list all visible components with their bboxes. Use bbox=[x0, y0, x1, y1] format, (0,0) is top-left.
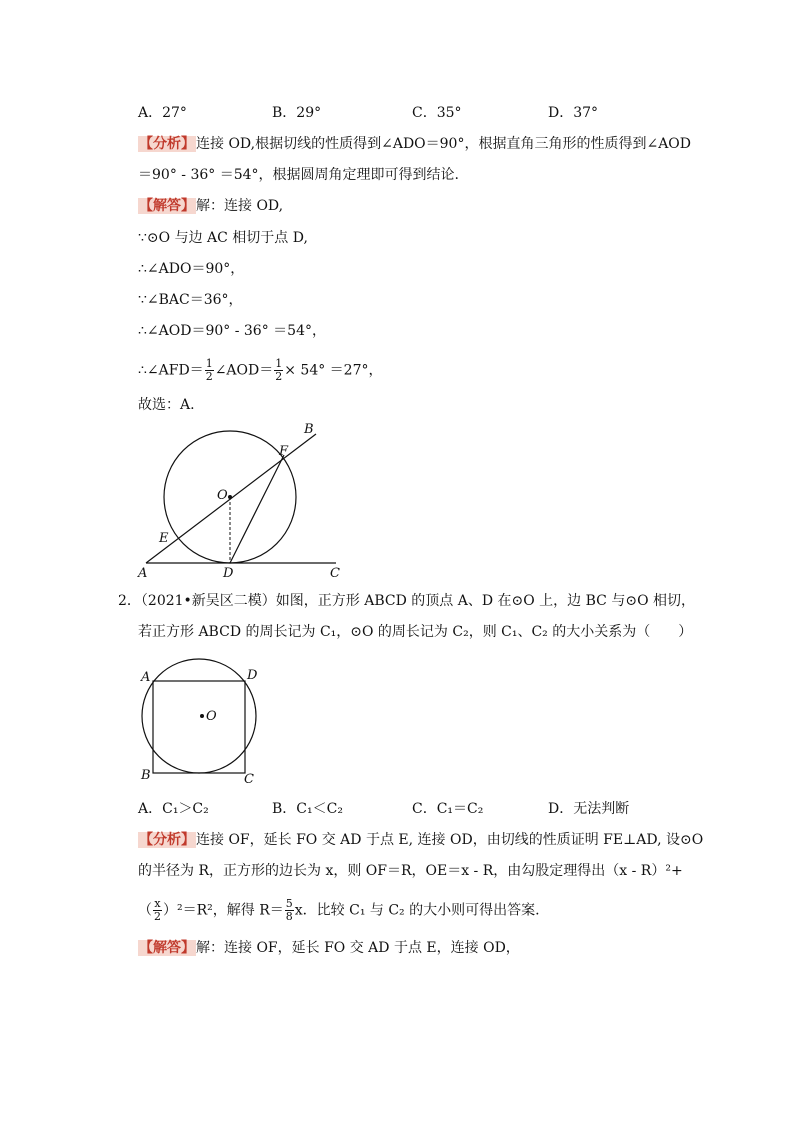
center-dot bbox=[200, 714, 204, 718]
label-a: A bbox=[141, 670, 151, 685]
frac-den: 2 bbox=[205, 370, 213, 383]
frac-den: 2 bbox=[275, 370, 283, 383]
analysis-tag: 【分析】 bbox=[139, 136, 195, 152]
label-c: C bbox=[330, 566, 340, 581]
line3-part-a: （ bbox=[138, 902, 152, 919]
q2-option-b: B．C₁＜C₂ bbox=[272, 801, 343, 817]
q1-option-c: C．35° bbox=[412, 105, 462, 121]
step5-part-a: ∴∠AFD＝ bbox=[138, 362, 204, 379]
fraction-5-over-8 bbox=[285, 898, 294, 923]
q1-analysis-line2: ＝90° - 36° ＝54°，根据圆周角定理即可得到结论. bbox=[138, 167, 459, 183]
q1-option-a: A．27° bbox=[138, 105, 187, 121]
q2-option-c: C．C₁＝C₂ bbox=[412, 801, 484, 817]
frac-num: 1 bbox=[275, 357, 283, 370]
answer-tag: 【解答】 bbox=[139, 198, 195, 214]
answer-tag: 【解答】 bbox=[139, 940, 195, 956]
label-f: F bbox=[279, 444, 289, 459]
label-b: B bbox=[304, 422, 314, 437]
analysis-text: 连接 OD,根据切线的性质得到∠ADO＝90°，根据直角三角形的性质得到∠AOD bbox=[196, 136, 692, 152]
label-c: C bbox=[244, 772, 254, 787]
label-b: B bbox=[141, 768, 151, 783]
q1-option-b: B．29° bbox=[272, 105, 322, 121]
q2-analysis-line1 bbox=[138, 830, 703, 850]
q2-stem-line1: 2．（2021•新吴区二模）如图，正方形 ABCD 的顶点 A、D 在⊙O 上，边 BC 与⊙O 相切， bbox=[118, 593, 695, 609]
label-o: O bbox=[217, 488, 228, 503]
label-d: D bbox=[223, 566, 234, 581]
label-e: E bbox=[159, 531, 169, 546]
q1-option-d: D．37° bbox=[548, 105, 599, 121]
q2-analysis-line3 bbox=[138, 898, 540, 923]
q2-answer-line bbox=[138, 938, 520, 958]
frac-num: 1 bbox=[205, 357, 213, 370]
label-a: A bbox=[138, 566, 148, 581]
frac-num: x bbox=[154, 897, 161, 910]
analysis-tag: 【分析】 bbox=[139, 832, 195, 848]
label-o: O bbox=[206, 709, 217, 724]
analysis-text: 连接 OF，延长 FO 交 AD 于点 E, 连接 OD，由切线的性质证明 FE⊥AD, 设⊙O bbox=[196, 832, 704, 848]
square-abcd bbox=[153, 681, 245, 773]
q1-step-2: ∴∠ADO＝90°， bbox=[138, 261, 245, 277]
answer-text: 解：连接 OF，延长 FO 交 AD 于点 E，连接 OD， bbox=[196, 940, 520, 956]
label-d: D bbox=[247, 668, 258, 683]
frac-num: 5 bbox=[285, 897, 293, 910]
line3-part-c: x．比较 C₁ 与 C₂ 的大小则可得出答案. bbox=[294, 902, 540, 919]
q1-choice: 故选：A. bbox=[138, 397, 195, 413]
step5-part-b: ∠AOD＝ bbox=[214, 362, 274, 379]
line3-part-b: ）²＝R²，解得 R＝ bbox=[163, 902, 284, 919]
q1-step-1: ∵⊙O 与边 AC 相切于点 D, bbox=[138, 230, 308, 246]
frac-den: 8 bbox=[285, 910, 293, 923]
q2-option-d: D．无法判断 bbox=[548, 801, 630, 817]
q1-step-4: ∴∠AOD＝90° - 36° ＝54°， bbox=[138, 323, 326, 339]
q2-stem-line2: 若正方形 ABCD 的周长记为 C₁，⊙O 的周长记为 C₂，则 C₁、C₂ 的大小关系为（ ） bbox=[138, 624, 693, 640]
circle-o bbox=[142, 659, 256, 773]
q2-option-a: A．C₁＞C₂ bbox=[138, 801, 209, 817]
q1-step-3: ∵∠BAC＝36°， bbox=[138, 292, 243, 308]
q2-analysis-line2: 的半径为 R，正方形的边长为 x，则 OF＝R，OE＝x - R，由勾股定理得出（x - R）²+ bbox=[138, 863, 683, 879]
frac-den: 2 bbox=[154, 910, 161, 923]
answer-intro: 解：连接 OD, bbox=[196, 198, 284, 214]
fraction-x-over-2 bbox=[153, 898, 162, 923]
step5-part-c: × 54° ＝27°， bbox=[284, 362, 383, 379]
